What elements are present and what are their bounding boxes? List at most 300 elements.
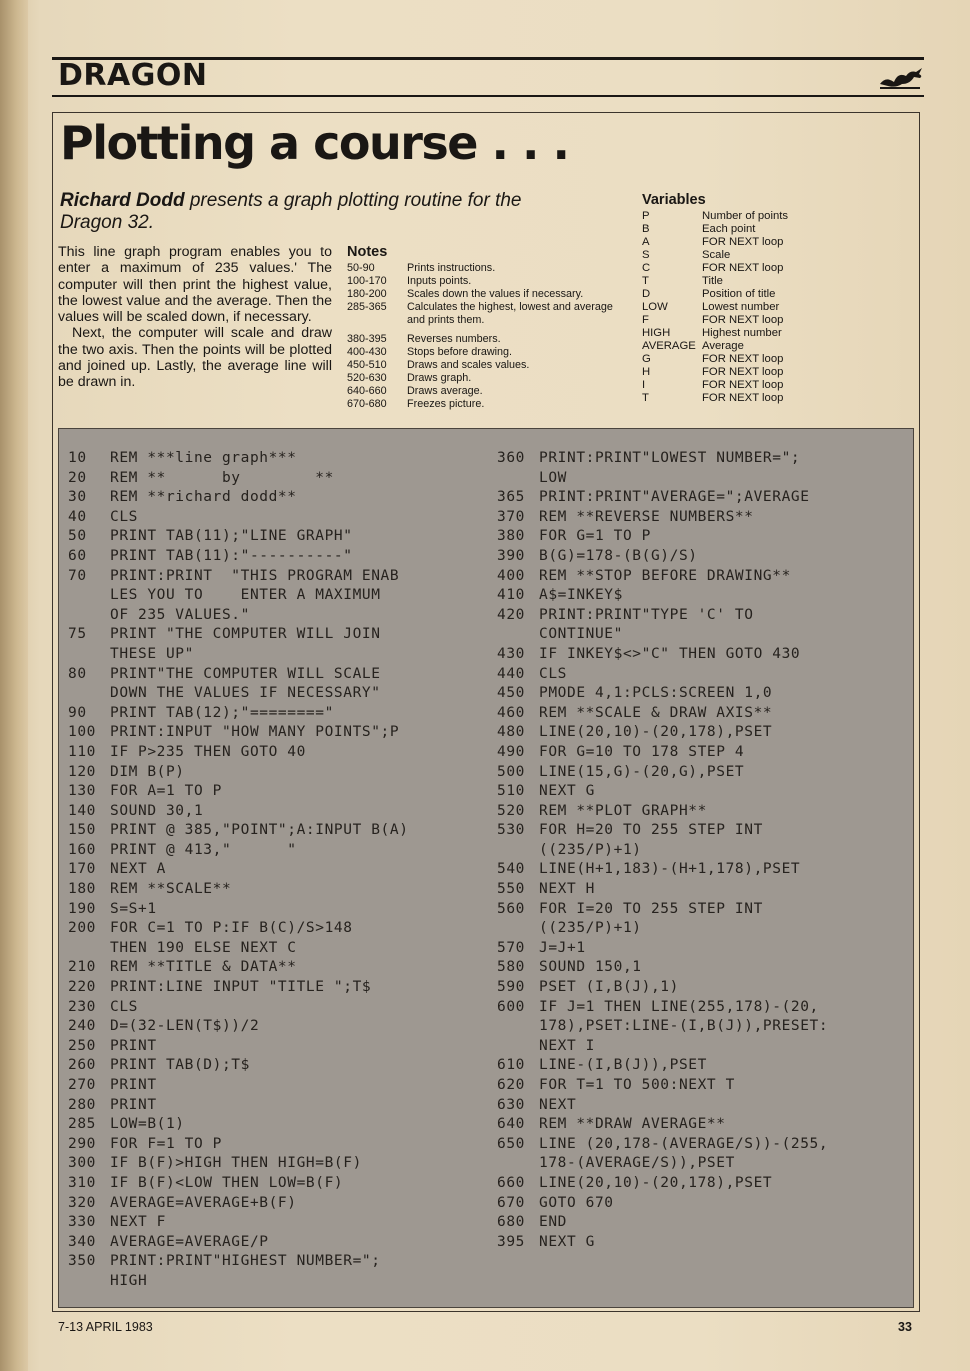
line-number: 440 [497,665,525,682]
notes-description: Freezes picture. [407,398,485,410]
code-line [68,841,409,861]
line-number: 310 [68,1174,96,1191]
variable-name: P [642,210,650,222]
variable-description: FOR NEXT loop [702,366,784,378]
line-code: FOR H=20 TO 255 STEP INT [539,822,763,839]
code-line [68,1135,409,1155]
notes-description: Inputs points. [407,275,472,287]
variable-description: FOR NEXT loop [702,236,784,248]
variable-row [642,288,842,301]
code-line [68,527,409,547]
variable-name: HIGH [642,327,671,339]
line-number: 350 [68,1253,96,1270]
line-number: 70 [68,567,87,584]
variables-panel [642,192,842,405]
page-number: 33 [898,1320,912,1334]
line-number [497,1154,539,1174]
line-code: SOUND 30,1 [110,802,204,819]
code-line [497,645,828,665]
listing-column-left [68,449,409,1292]
line-number: 140 [68,802,96,819]
code-line [68,508,409,528]
notes-row [347,288,627,301]
line-number: 120 [68,763,96,780]
line-code: NEXT H [539,881,595,898]
code-line [68,821,409,841]
code-line [68,665,409,685]
line-code: PRINT:PRINT"LOWEST NUMBER="; [539,450,801,466]
notes-row [347,385,627,398]
line-code: IF J=1 THEN LINE(255,178)-(20, [539,998,819,1015]
notes-row [347,346,627,359]
code-line [497,763,828,783]
line-number: 230 [68,998,96,1015]
line-code: FOR T=1 TO 500:NEXT T [539,1077,735,1093]
line-number: 680 [497,1214,525,1231]
line-number: 580 [497,959,525,976]
listing-column-right [497,449,828,1252]
line-code: REM ***line graph*** [110,450,297,466]
line-number: 390 [497,547,525,564]
line-number: 620 [497,1077,525,1093]
line-number: 510 [497,783,525,800]
line-code: PRINT @ 413," " [110,841,297,858]
variable-name: AVERAGE [642,340,696,352]
code-line [497,802,828,822]
line-code: THESE UP" [110,645,194,662]
code-line [68,998,409,1018]
line-code: IF B(F)>HIGH THEN HIGH=B(F) [110,1155,362,1172]
variable-description: Position of title [702,288,776,300]
variable-description: FOR NEXT loop [702,353,784,365]
body-paragraph: This line graph program enables you to enter a maximum of 235 values.' The computer will then print the highest value, the lowest value and the average. Then the values will be scaled down, if necessary. [58,244,332,326]
line-number [497,1017,539,1037]
line-number: 50 [68,528,87,545]
code-line [497,1233,828,1253]
notes-line-range: 400-430 [347,346,387,358]
line-code: THEN 190 ELSE NEXT C [110,939,297,956]
line-number: 240 [68,1018,96,1035]
line-code: PRINT TAB(12);"========" [110,704,334,721]
line-number: 40 [68,508,87,525]
variable-name: F [642,314,649,326]
code-line [68,900,409,920]
line-number: 420 [497,606,525,623]
variable-description: Lowest number [702,301,780,313]
variable-name: LOW [642,301,668,313]
line-number: 60 [68,547,87,564]
line-code: PRINT:PRINT"HIGHEST NUMBER="; [110,1253,381,1270]
line-number: 75 [68,626,87,643]
code-line [68,782,409,802]
line-code: CLS [110,998,138,1015]
notes-description: Draws graph. [407,372,472,384]
line-code: PRINT [110,1077,157,1093]
line-number [68,684,110,704]
line-number: 160 [68,841,96,858]
notes-line-range: 100-170 [347,275,387,287]
line-code: PMODE 4,1:PCLS:SCREEN 1,0 [539,685,773,702]
line-code: NEXT G [539,1233,595,1250]
line-number [68,606,110,626]
line-number: 100 [68,724,96,741]
notes-line-range: 180-200 [347,288,387,300]
line-code: LOW=B(1) [110,1116,185,1133]
notes-line-range: 285-365 [347,301,387,313]
notes-row [347,398,627,411]
line-number: 410 [497,587,525,604]
headline: Plotting a course . . . [60,116,569,170]
line-number: 330 [68,1214,96,1231]
line-number: 450 [497,685,525,702]
variable-description: Scale [702,249,731,261]
notes-description: Scales down the values if necessary. [407,288,584,300]
line-number: 190 [68,900,96,917]
line-code: NEXT [539,1096,577,1113]
code-line [497,821,828,841]
code-line [68,1233,409,1253]
line-code: PRINT:INPUT "HOW MANY POINTS";P [110,724,400,741]
line-code: REM ** by ** [110,469,334,486]
section-title: DRAGON [58,58,208,93]
variable-name: I [642,379,646,391]
code-line [68,704,409,724]
intro-author: Richard Dodd [60,190,185,211]
line-number: 480 [497,724,525,741]
code-line [497,1154,828,1174]
variables-title: Variables [642,192,706,208]
code-line [497,1135,828,1155]
variable-name: D [642,288,651,300]
line-code: S=S+1 [110,900,157,917]
line-number: 90 [68,704,87,721]
line-number: 460 [497,704,525,721]
line-number: 500 [497,763,525,780]
code-line [497,1076,828,1096]
variable-description: FOR NEXT loop [702,392,784,404]
line-number [68,939,110,959]
line-number: 530 [497,822,525,839]
code-line [68,1154,409,1174]
variable-row [642,210,842,223]
line-number: 340 [68,1233,96,1250]
variable-description: Each point [702,223,756,235]
code-line [497,665,828,685]
line-number: 560 [497,900,525,917]
code-line [497,449,828,469]
notes-description: Prints instructions. [407,262,496,274]
code-line [497,860,828,880]
line-code: PRINT @ 385,"POINT";A:INPUT B(A) [110,822,409,839]
line-number: 80 [68,665,87,682]
line-number: 150 [68,822,96,839]
notes-panel [347,244,627,411]
code-line [497,684,828,704]
notes-row [347,333,627,346]
code-line [68,586,409,606]
line-code: REM **DRAW AVERAGE** [539,1116,726,1133]
line-number: 260 [68,1057,96,1074]
code-line [497,841,828,861]
line-number: 590 [497,979,525,996]
line-code: PRINT"THE COMPUTER WILL SCALE [110,665,381,682]
line-code: LES YOU TO ENTER A MAXIMUM [110,587,381,604]
body-paragraph: Next, the computer will scale and draw the two axis. Then the points will be plotted and joined up. Lastly, the average line will be drawn in. [58,325,332,391]
program-listing [58,428,914,1308]
line-code: REM **PLOT GRAPH** [539,802,707,819]
variable-name: T [642,392,649,404]
line-code: B(G)=178-(B(G)/S) [539,547,698,564]
code-line [68,1252,409,1272]
code-line [497,527,828,547]
line-number: 430 [497,645,525,662]
line-code: LINE(15,G)-(20,G),PSET [539,763,745,780]
code-line [68,880,409,900]
variable-row [642,392,842,405]
line-number: 520 [497,802,525,819]
line-code: NEXT I [539,1037,595,1054]
line-code: LINE (20,178-(AVERAGE/S))-(255, [539,1135,829,1152]
code-line [497,723,828,743]
footer-date: 7-13 APRIL 1983 [58,1320,153,1334]
line-code: D=(32-LEN(T$))/2 [110,1018,260,1035]
line-code: LINE(20,10)-(20,178),PSET [539,724,773,741]
variable-description: Title [702,275,723,287]
line-number: 670 [497,1194,525,1211]
line-number [497,841,539,861]
notes-description: Calculates the highest, lowest and average and prints them. [407,301,613,326]
line-code: IF B(F)<LOW THEN LOW=B(F) [110,1174,344,1191]
line-code: REM **STOP BEFORE DRAWING** [539,567,791,584]
line-code: 178),PSET:LINE-(I,B(J)),PRESET: [539,1018,829,1035]
code-line [68,1017,409,1037]
code-line [497,1096,828,1116]
variable-description: FOR NEXT loop [702,262,784,274]
variable-name: H [642,366,651,378]
variable-row [642,314,842,327]
line-code: FOR A=1 TO P [110,783,222,800]
notes-description: Stops before drawing. [407,346,513,358]
line-code: ((235/P)+1) [539,920,642,937]
code-line [68,939,409,959]
variable-description: Average [702,340,744,352]
line-code: NEXT A [110,861,166,878]
code-line [497,704,828,724]
code-line [68,449,409,469]
code-line [68,1096,409,1116]
variable-name: S [642,249,650,261]
line-code: LINE-(I,B(J)),PSET [539,1057,707,1074]
line-code: PRINT [110,1096,157,1113]
variable-row [642,366,842,379]
notes-row [347,359,627,372]
line-code: REM **TITLE & DATA** [110,959,297,976]
code-line [497,547,828,567]
variable-row [642,249,842,262]
line-number [68,586,110,606]
line-code: REM **SCALE** [110,881,232,898]
code-line [497,469,828,489]
line-code: NEXT G [539,783,595,800]
line-number: 360 [497,450,525,466]
line-code: PSET (I,B(J),1) [539,979,679,996]
line-code: PRINT TAB(D);T$ [110,1057,250,1074]
line-code: OF 235 VALUES." [110,606,250,623]
variable-name: A [642,236,650,248]
line-number: 660 [497,1174,525,1191]
line-number [497,469,539,489]
line-code: PRINT "THE COMPUTER WILL JOIN [110,626,381,643]
variable-name: C [642,262,651,274]
code-line [497,508,828,528]
notes-description: Draws and scales values. [407,359,530,371]
variable-description: Highest number [702,327,782,339]
line-code: IF INKEY$<>"C" THEN GOTO 430 [539,645,801,662]
line-code: PRINT:PRINT "THIS PROGRAM ENAB [110,567,400,584]
line-code: PRINT:PRINT"TYPE 'C' TO [539,606,754,623]
line-number [497,625,539,645]
line-code: PRINT TAB(11):"----------" [110,547,353,564]
line-code: PRINT [110,1037,157,1054]
line-number [68,1272,110,1292]
code-line [497,1194,828,1214]
code-line [68,958,409,978]
line-code: PRINT:PRINT"AVERAGE=";AVERAGE [539,489,810,506]
line-number: 180 [68,881,96,898]
line-code: GOTO 670 [539,1194,614,1211]
line-number: 630 [497,1096,525,1113]
line-code: CLS [110,508,138,525]
line-number: 270 [68,1077,96,1093]
notes-row [347,372,627,385]
code-line [497,1017,828,1037]
notes-description: Reverses numbers. [407,333,501,345]
code-line [497,1213,828,1233]
variable-description: FOR NEXT loop [702,379,784,391]
line-number: 280 [68,1096,96,1113]
line-number: 320 [68,1194,96,1211]
line-code: DIM B(P) [110,763,185,780]
line-code: FOR G=1 TO P [539,528,651,545]
line-number [497,919,539,939]
page-spine [0,0,28,1371]
line-code: CONTINUE" [539,626,623,643]
code-line [68,1272,409,1292]
notes-row [347,275,627,288]
code-line [68,743,409,763]
line-number: 220 [68,979,96,996]
line-number [68,645,110,665]
variable-description: FOR NEXT loop [702,314,784,326]
code-line [497,978,828,998]
line-number: 370 [497,508,525,525]
line-number: 110 [68,743,96,760]
line-code: AVERAGE=AVERAGE+B(F) [110,1194,297,1211]
line-code: LINE(20,10)-(20,178),PSET [539,1174,773,1191]
code-line [68,606,409,626]
variable-name: G [642,353,651,365]
line-code: PRINT TAB(11);"LINE GRAPH" [110,528,353,545]
line-code: AVERAGE=AVERAGE/P [110,1233,269,1250]
variable-name: T [642,275,649,287]
line-number: 490 [497,743,525,760]
line-code: END [539,1214,567,1231]
line-code: LOW [539,469,567,486]
code-line [68,763,409,783]
line-number: 170 [68,861,96,878]
variable-description: Number of points [702,210,789,222]
variable-row [642,327,842,340]
variable-name: B [642,223,650,235]
line-code: A$=INKEY$ [539,587,623,604]
variable-row [642,353,842,366]
line-number: 600 [497,998,525,1015]
intro-text: presents a graph plotting routine for the Dragon 32. [60,190,522,233]
code-line [497,1174,828,1194]
line-code: FOR I=20 TO 255 STEP INT [539,900,763,917]
line-code: ((235/P)+1) [539,841,642,858]
code-line [497,939,828,959]
line-number: 130 [68,783,96,800]
body-text [58,244,332,391]
code-line [497,625,828,645]
line-code: LINE(H+1,183)-(H+1,178),PSET [539,861,801,878]
line-number: 550 [497,881,525,898]
code-line [497,958,828,978]
line-number: 395 [497,1233,525,1250]
notes-line-range: 640-660 [347,385,387,397]
line-number: 290 [68,1135,96,1152]
code-line [497,586,828,606]
line-code: NEXT F [110,1214,166,1231]
code-line [68,469,409,489]
line-number: 10 [68,450,87,466]
line-number: 640 [497,1116,525,1133]
code-line [68,1115,409,1135]
line-code: DOWN THE VALUES IF NECESSARY" [110,685,381,702]
variable-row [642,379,842,392]
code-line [497,880,828,900]
code-line [497,919,828,939]
line-code: FOR G=10 TO 178 STEP 4 [539,743,745,760]
line-number: 380 [497,528,525,545]
variable-row [642,340,842,353]
variable-row [642,275,842,288]
variable-row [642,236,842,249]
code-line [68,547,409,567]
line-number: 285 [68,1116,96,1133]
notes-line-range: 380-395 [347,333,387,345]
line-code: REM **SCALE & DRAW AXIS** [539,704,773,721]
line-code: PRINT:LINE INPUT "TITLE ";T$ [110,979,372,996]
code-line [68,802,409,822]
notes-line-range: 520-630 [347,372,387,384]
notes-description: Draws average. [407,385,483,397]
code-line [497,606,828,626]
code-line [68,978,409,998]
code-line [497,1056,828,1076]
line-number: 210 [68,959,96,976]
line-number: 400 [497,567,525,584]
code-line [68,723,409,743]
line-number: 365 [497,489,525,506]
line-code: FOR C=1 TO P:IF B(C)/S>148 [110,920,353,937]
code-line [68,1194,409,1214]
code-line [497,998,828,1018]
line-number: 250 [68,1037,96,1054]
code-line [497,488,828,508]
code-line [497,1037,828,1057]
